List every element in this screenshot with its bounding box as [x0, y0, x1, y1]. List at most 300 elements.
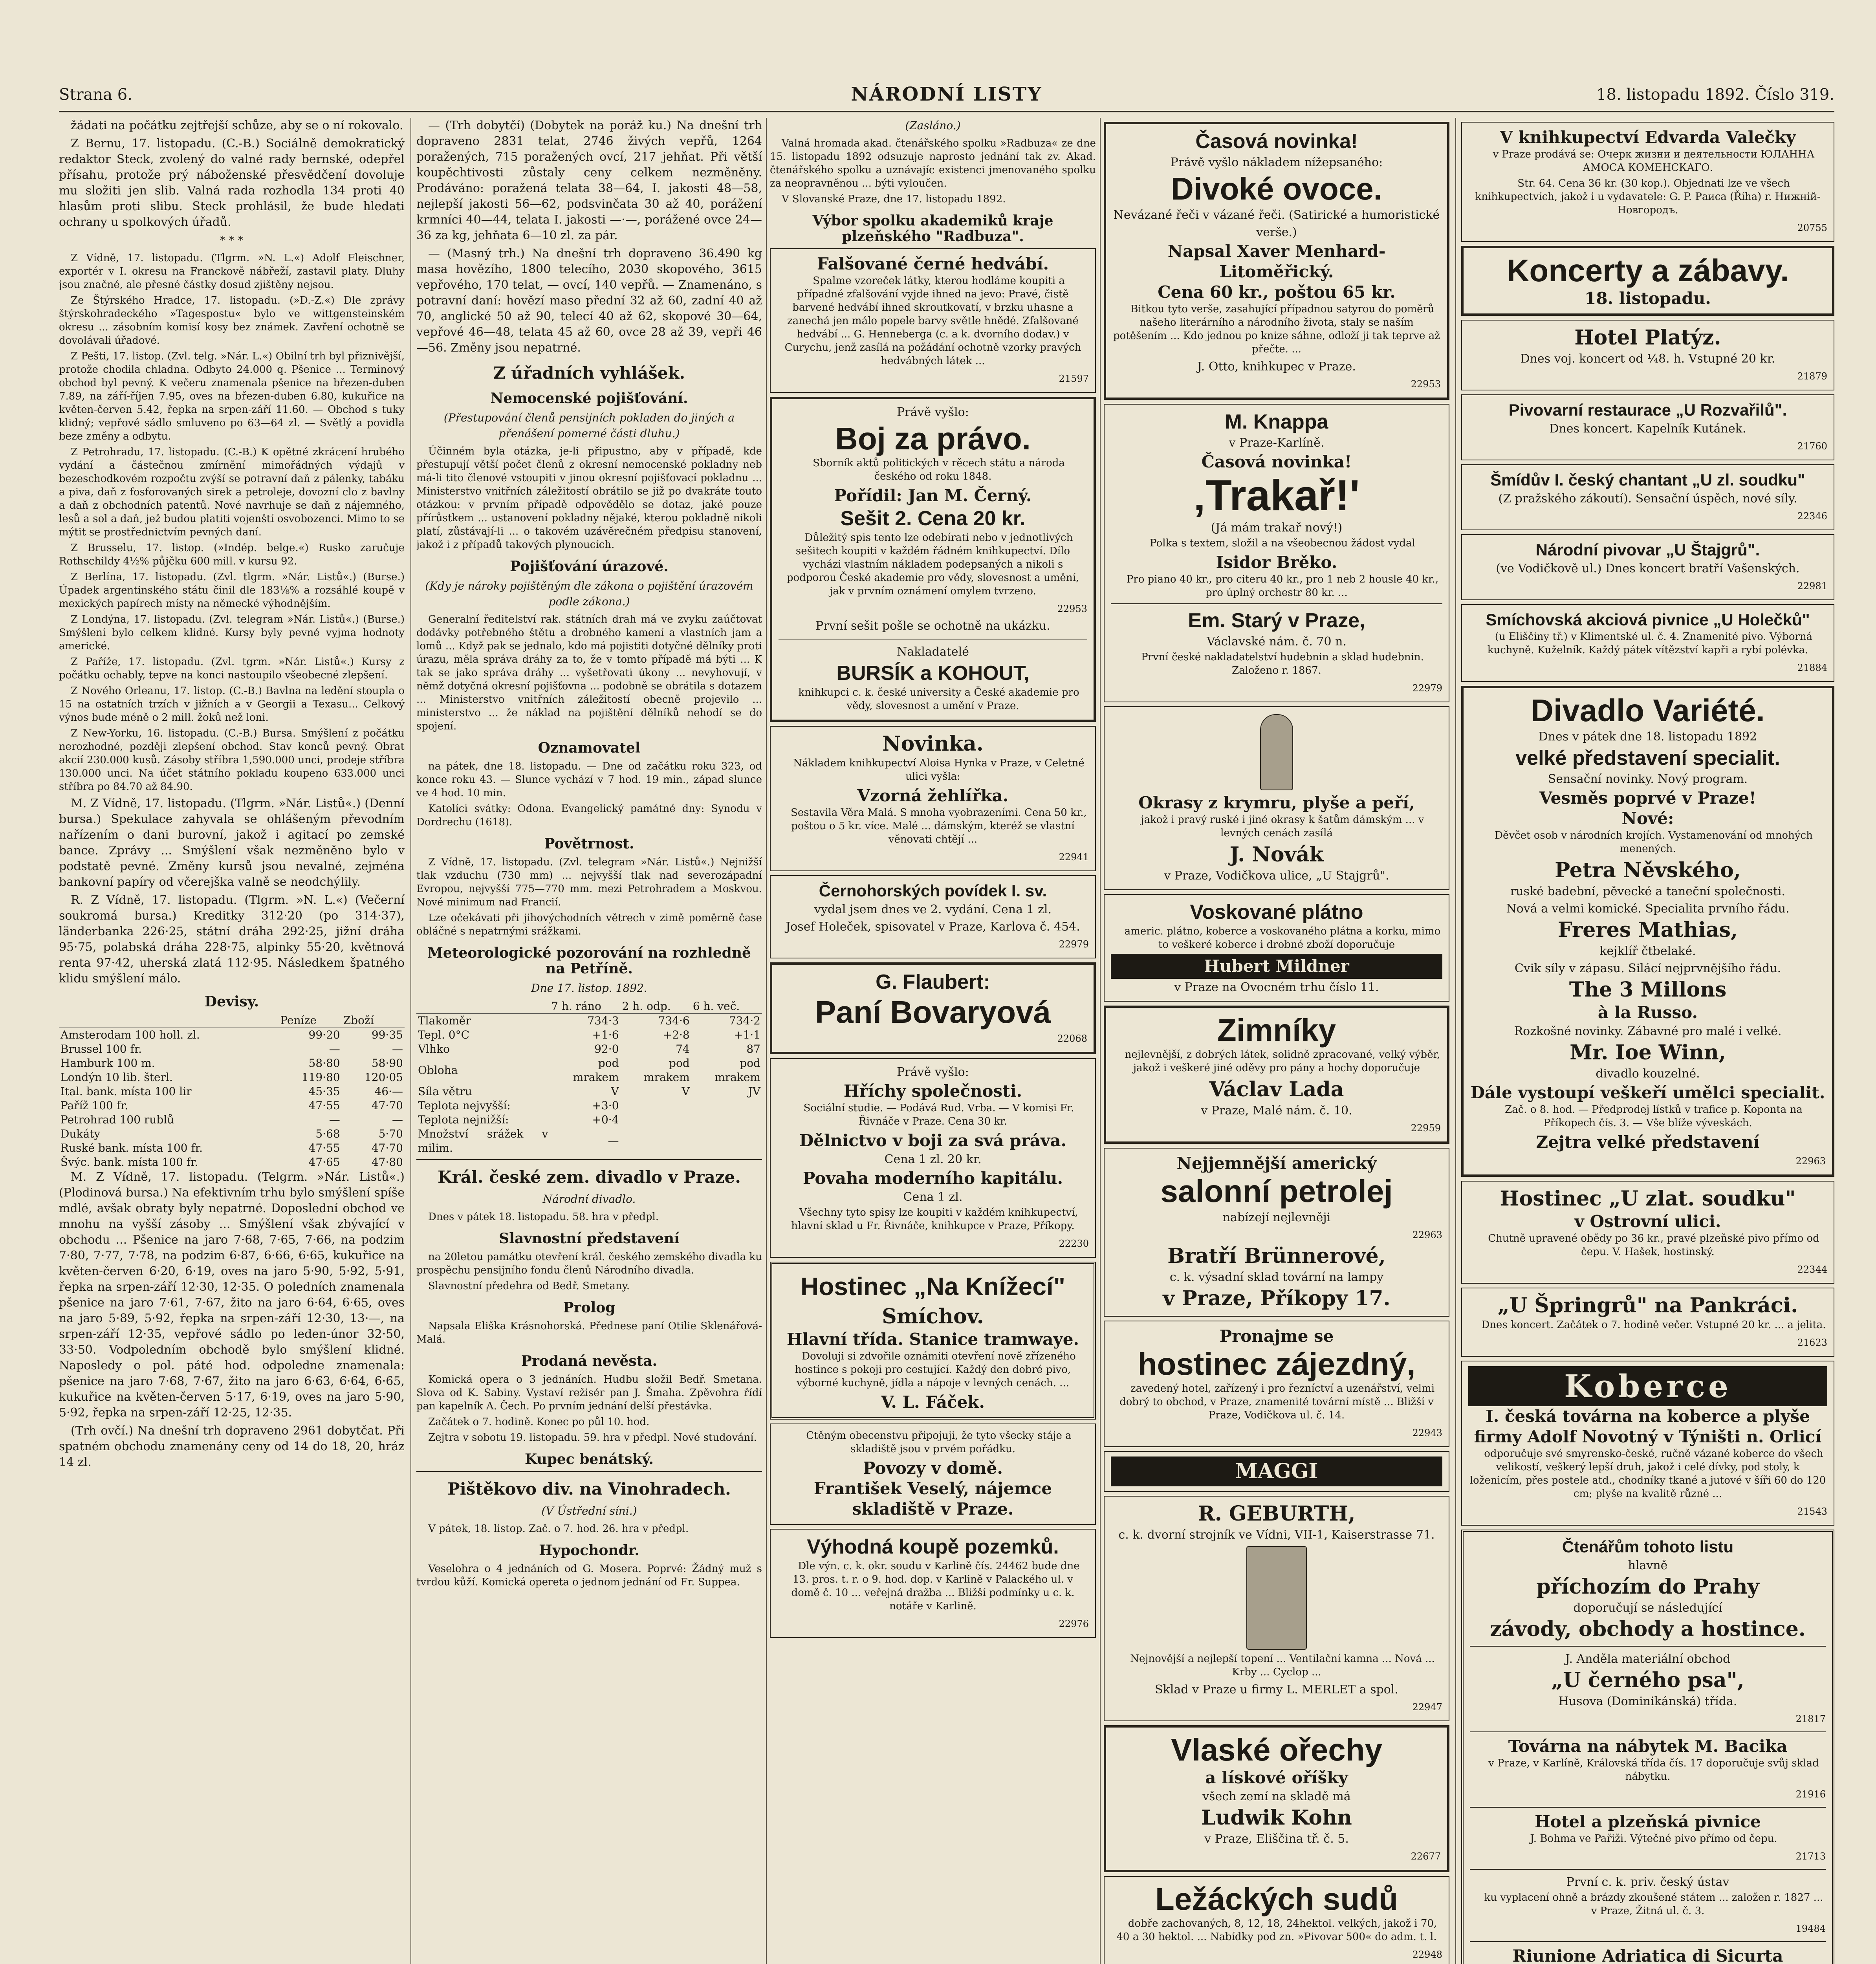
- news-paragraph: Z New-Yorku, 16. listopadu. (C.-B.) Bursa. Smýšlení z počátku nerozhodné, později zlepšení obchod. Stav konců pevný. Obrat akcií 230.000 kusů. Zásoby stříbra 1,590.000 unci, prodeje stříbra 130.000 unci. Na účet státního pokladu koupeno 633.000 unci stříbra po 84.70 až 84.90.: [59, 727, 405, 793]
- table-row: [416, 1099, 762, 1113]
- ad-number: 22068: [1057, 1033, 1087, 1044]
- ad-author: J. Otto, knihkupec v Praze.: [1197, 360, 1356, 374]
- news-paragraph: Z Berlína, 17. listopadu. (Zvl. tlgrm. »Nár. Listů«.) (Burse.) Úpadek argentinského státu činil dle 183⅛% a rozsáhlé koupě v mexických papírech místy na německé výhodnějším.: [59, 571, 405, 610]
- separator-stars: * * *: [220, 234, 244, 247]
- table-cell: pod mrakem: [644, 1057, 690, 1084]
- table-cell: V: [611, 1085, 619, 1098]
- ad-author: Ludwik Kohn: [1201, 1806, 1352, 1830]
- news-paragraph: Z Brusselu, 17. listop. (»Indép. belge.«) Rusko zaručuje Rothschildy 4½% půjčku 600 mill. v kursu 92.: [59, 542, 405, 567]
- advertisement: [1461, 534, 1834, 600]
- ad-text: Rozkošné novinky. Zábavné pro malé i velké.: [1514, 1024, 1782, 1038]
- table-cell: 120·05: [365, 1071, 403, 1084]
- ad-subtitle: Smíchov.: [882, 1304, 984, 1328]
- ad-text: J. Bohma ve Pařiži. Výtečné pivo přímo od čepu.: [1530, 1833, 1777, 1845]
- section-heading: Výbor spolku akademiků kraje plzeňského "Radbuza".: [812, 213, 1053, 245]
- ad-title: Hotel a plzeňská pivnice: [1535, 1812, 1761, 1831]
- ad-text: Dnes voj. koncert od ¼8. h. Vstupné 20 kr.: [1520, 352, 1775, 366]
- advertisement: [1461, 1288, 1834, 1357]
- news-paragraph: žádati na počátku zejtřejší schůze, aby se o ní rokovalo.: [71, 119, 403, 132]
- table-cell: +0·4: [592, 1113, 619, 1126]
- advertisement: [770, 962, 1096, 1054]
- advertisement: [1104, 1006, 1449, 1144]
- ad-title: Divadlo Variété.: [1531, 693, 1765, 728]
- ad-text: Chutně upravené obědy po 36 kr., pravé plzeňské pivo přímo od čepu. V. Hašek, hostinský.: [1488, 1233, 1819, 1258]
- ad-number: 21713: [1795, 1851, 1826, 1862]
- ad-text: v Praze prodává se: Очерк жизни и деятельности ЮЛАННА АМОСА КОМЕНСКАГО.: [1493, 148, 1815, 174]
- ad-text: Pro piano 40 kr., pro citeru 40 kr., pro 1 neb 2 housle 40 kr., pro úplný orchestr 80 kr. ...: [1126, 573, 1439, 599]
- table-cell: Množství srážek v milim.: [418, 1127, 548, 1154]
- table-row: [59, 1155, 405, 1169]
- ad-name: Povaha moderního kapitálu.: [802, 1169, 1063, 1188]
- ad-text: americ. plátno, koberce a voskovaného plátna a korku, mimo to veškeré koberce i drobné zboží doporučuje: [1124, 925, 1441, 951]
- news-paragraph: (Trh ovčí.) Na dnešní trh dopraveno 2961 dobytčat. Při spatném obchodu znamenány ceny od 14 do 18, 20, hráz 14 zl.: [59, 1424, 405, 1469]
- ad-title: Voskované plátno: [1190, 901, 1363, 923]
- news-paragraph: Katolíci svátky: Odona. Evangelický památné dny: Synodu v Dordrechu (1618).: [416, 803, 762, 828]
- ad-number: 21623: [1797, 1337, 1827, 1348]
- ad-title: Hostinec „Na Knížecí": [800, 1272, 1066, 1301]
- ad-title: Smíchovská akciová pivnice „U Holečků": [1486, 610, 1810, 629]
- advertisement: [1461, 394, 1834, 460]
- table-cell: 734·2: [729, 1014, 760, 1027]
- ad-pretitle: Nakladatelé: [896, 645, 969, 659]
- ad-author: V. L. Fáček.: [881, 1392, 985, 1412]
- advertisement: [1104, 894, 1449, 1002]
- ad-title: Hříchy společnosti.: [843, 1081, 1022, 1101]
- ad-title: Továrna na nábytek M. Bacika: [1508, 1737, 1788, 1756]
- ad-number: 22346: [1797, 511, 1827, 522]
- ad-name: závody, obchody a hostince.: [1490, 1617, 1806, 1641]
- table-cell: [621, 1099, 691, 1113]
- advertisement: [1104, 1496, 1449, 1721]
- section-heading: Pištěkovo div. na Vinohradech.: [447, 1479, 731, 1499]
- advertisement: [770, 1058, 1096, 1258]
- ad-author: František Veselý, nájemce skladiště v Praze.: [813, 1479, 1052, 1519]
- ad-name: Povozy v domě.: [863, 1458, 1003, 1478]
- section-heading: Kupec benátský.: [525, 1451, 654, 1468]
- ad-text: knihkupci c. k. české university a České akademie pro vědy, slovesnost a umění v Praze.: [798, 687, 1079, 712]
- ad-title: Černohorských povídek I. sv.: [819, 881, 1047, 900]
- ad-number: 21879: [1797, 371, 1827, 382]
- ad-text: nabízejí nejlevněji: [1222, 1211, 1331, 1224]
- table-row: [59, 1056, 405, 1070]
- table-cell: 46·—: [374, 1085, 403, 1098]
- advertisement: [1104, 1321, 1449, 1447]
- column-3: [770, 118, 1096, 1964]
- ad-price: Cena 60 kr., poštou 65 kr.: [1158, 282, 1396, 302]
- section-note: (Zasláno.): [905, 119, 961, 132]
- maggi-logo: MAGGI: [1111, 1457, 1442, 1486]
- news-paragraph: Generalní ředitelství rak. státních drah má ve zvyku zaúčtovat dodávky potřebného štětu a drobného kamení a vlastních jam a lomů ... Když pak se jednalo, kdo má pojistiti dotyčné dělníky proti úrazu, měla správa dráhy za to, že v tomto případě má býti ... K tak se jako správa dráhy ... vyšetřovati úkony ... nevyhovují, v němž dotyčná okresní pojišťovna ... podobně se obrátila s dotazem ... Ministerstvo vnitřních záležitostí obecně projevilo ... ministerstvo ... že náklad na pojištění dělníků nehodí se do spojení.: [416, 614, 762, 732]
- advertisement: [1104, 706, 1449, 890]
- ad-text: Nákladem knihkupectví Aloisa Hynka v Praze, v Celetné ulici vyšla:: [793, 757, 1085, 782]
- table-cell: 87: [746, 1042, 760, 1055]
- ad-title: Časová novinka!: [1195, 130, 1358, 153]
- table-row: [59, 1070, 405, 1085]
- section-note: Dne 17. listop. 1892.: [531, 982, 647, 995]
- table-cell: 47·70: [371, 1099, 403, 1112]
- advertisement: [770, 397, 1096, 722]
- ad-price: Cena 1 zl.: [903, 1190, 963, 1204]
- table-cell: Brussel 100 fr.: [60, 1042, 142, 1055]
- advertisement: [1461, 1361, 1834, 1526]
- ad-title: Čtenářům tohoto listu: [1562, 1537, 1734, 1556]
- ad-title: Riunione Adriatica di Sicurta: [1512, 1946, 1783, 1964]
- ad-name: Divoké ovoce.: [1171, 171, 1382, 206]
- table-cell: 119·80: [301, 1071, 340, 1084]
- ad-text: Polka s textem, složil a na všeobecnou žádost vydal: [1150, 537, 1415, 549]
- table-header: Zboží: [342, 1013, 405, 1028]
- table-cell: [621, 1113, 691, 1127]
- ad-subtitle: (Já mám trakař nový!): [1211, 521, 1343, 535]
- advertisement: [1461, 122, 1834, 242]
- news-paragraph: Slavnostní předehra od Bedř. Smetany.: [428, 1280, 630, 1292]
- ad-number: 22943: [1412, 1427, 1442, 1438]
- table-cell: Paříž 100 fr.: [60, 1099, 128, 1112]
- ad-number: 22953: [1411, 379, 1441, 390]
- table-cell: —: [329, 1113, 340, 1126]
- ad-pretitle: Právě vyšlo nákladem nížepsaného:: [1170, 156, 1383, 169]
- table-row: [416, 1056, 762, 1085]
- ad-number: 21597: [1059, 373, 1089, 384]
- ad-text: Bitkou tyto verše, zasahující případnou satyrou do poměrů našeho literárního a národního života, staly se naším potěšením ... Kdo jednou po knize sáhne, odloží ji tak teprve až přečte. ...: [1113, 303, 1440, 355]
- news-paragraph: V pátek, 18. listop. Zač. o 7. hod. 26. hra v předpl.: [428, 1523, 689, 1535]
- ad-text: jakož i pravý ruské i jiné okrasy k šatům dámským ... v levných cenách zasílá: [1141, 814, 1424, 839]
- ad-text: Sborník aktů politických v rěcech státu a národa českého od roku 1848.: [813, 457, 1065, 482]
- ad-title: salonní petrolej: [1160, 1174, 1393, 1209]
- ad-subtitle: c. k. výsadní sklad tovární na lampy: [1169, 1270, 1384, 1284]
- table-cell: 99·20: [308, 1028, 340, 1041]
- advertisement: [770, 1262, 1096, 1420]
- ad-number: 21760: [1797, 441, 1827, 452]
- news-paragraph: Valná hromada akad. čtenářského spolku »Radbuza« ze dne 15. listopadu 1892 odsuzuje naprosto jednání tak zv. Akad. čtenářského spolku a uznávajíc existenci jmenovaného spolku za neopravněnou ... býti vyloučen.: [770, 137, 1096, 189]
- ad-text: ku vyplacení ohně a brázdy zkoušené státem ... založen r. 1827 ... v Praze, Žitná ul. č. 3.: [1484, 1892, 1823, 1917]
- ad-price: Sešit 2. Cena 20 kr.: [840, 507, 1026, 530]
- stove-icon: [1246, 1546, 1307, 1650]
- table-header: 7 h. ráno: [550, 999, 620, 1014]
- table-cell: 47·70: [371, 1141, 403, 1154]
- ad-subtitle: Hlavní třída. Stanice tramwaye.: [786, 1330, 1079, 1349]
- ad-text: Dle výn. c. k. okr. soudu v Karlině čís. 24462 bude dne 13. pros. t. r. o 9. hod. dop. v Karlině v Palackého ul. v domě č. 10 ... veřejná dražba ... Bližší podmínky u c. k. notáře v Karlině.: [791, 1560, 1080, 1612]
- ad-name: Bratří Brünnerové,: [1167, 1244, 1386, 1268]
- ad-author: J. Anděla materiální obchod: [1565, 1652, 1731, 1666]
- table-header: [59, 1013, 278, 1028]
- ad-number: 19484: [1795, 1923, 1826, 1934]
- ad-text: Zač. o 8. hod. — Předprodej lístků v trafice p. Koponta na Příkopech čís. 3. — Vše blíže výveskách.: [1505, 1104, 1803, 1129]
- ad-text: (u Eliščiny tř.) v Klimentské ul. č. 4. Znamenité pivo. Výborná kuchyně. Kuželník. Každý pátek vítězství kapři a rybí polévka.: [1487, 631, 1813, 656]
- ad-author: Josef Holeček, spisovatel v Praze, Karlova č. 454.: [786, 920, 1080, 934]
- table-cell: Obloha: [418, 1064, 458, 1077]
- ad-text: Sestavila Věra Malá. S mnoha vyobrazeními. Cena 50 kr., poštou o 5 kr. více. Malé ... dámským, kteréž se vlastní věnovati chtějí ...: [791, 807, 1087, 845]
- section-heading: Slavnostní představení: [499, 1230, 680, 1247]
- table-cell: 5·68: [315, 1127, 340, 1140]
- meteorology-table: [416, 999, 762, 1155]
- table-row: [416, 1113, 762, 1127]
- table-cell: 47·55: [308, 1099, 340, 1112]
- news-paragraph: na 20letou památku otevření král. českého zemského divadla ku prospěchu pensijního fondu členů Národního divadla.: [416, 1251, 762, 1276]
- table-cell: Amsterodam 100 holl. zl.: [60, 1028, 200, 1041]
- table-row: [416, 1127, 762, 1155]
- table-cell: 74: [676, 1042, 690, 1055]
- column-1: [59, 118, 405, 1964]
- news-paragraph: Z Nového Orleanu, 17. listop. (C.-B.) Bavlna na ledění stoupla o 15 na ostatních trzích v jižních a v Georgii a Texasu... Celkový výnos bude méně o 2 mill. žoků než loni.: [59, 685, 405, 724]
- ad-text: Všechny tyto spisy lze koupiti v každém knihkupectví, hlavní sklad u Fr. Řivnáče, knihkupce v Praze, Příkopy.: [791, 1207, 1078, 1232]
- table-cell: —: [392, 1042, 403, 1055]
- advertisement: [1461, 464, 1834, 530]
- advertisement: [1461, 1530, 1834, 1964]
- news-paragraph: Začátek o 7. hodině. Konec po půl 10. hod.: [428, 1416, 650, 1428]
- ad-number: 22981: [1797, 581, 1827, 592]
- ad-title: Hostinec „U zlat. soudku": [1500, 1187, 1796, 1211]
- advertisement: [1461, 1181, 1834, 1284]
- table-row: [416, 1085, 762, 1099]
- advertisement: [1461, 604, 1834, 682]
- ad-name: Vzorná žehlířka.: [857, 786, 1009, 805]
- ad-title: Falšované černé hedvábí.: [817, 254, 1049, 273]
- ad-author: Václav Lada: [1209, 1077, 1344, 1101]
- ad-number: 21884: [1797, 662, 1827, 673]
- ad-number: 22344: [1797, 1264, 1827, 1275]
- ad-text: (Z pražského zákoutí). Sensační úspěch, nové síly.: [1498, 492, 1797, 506]
- ad-pretitle: Pronajme se: [1219, 1326, 1334, 1346]
- ad-text: vydal jsem dnes ve 2. vydání. Cena 1 zl.: [814, 903, 1052, 916]
- ad-text: divadlo kouzelné.: [1596, 1067, 1700, 1081]
- table-cell: Švýc. bank. místa 100 fr.: [60, 1156, 198, 1169]
- ad-number: 22953: [1057, 603, 1087, 614]
- table-cell: +1·6: [592, 1028, 619, 1041]
- table-cell: V: [682, 1085, 690, 1098]
- ad-title: Šmídův I. český chantant „U zl. soudku": [1490, 471, 1805, 489]
- advertisement: [770, 875, 1096, 958]
- ad-text: Spalme vzoreček látky, kterou hodláme koupiti a případné zfalšování vyjde ihned na jevo: Pravé, čistě barvené hedvábí ihned skroutkovatí, v brzku uhasne a zanechá jen málo popele barvy světle hnědé. Zfalšované hedvábí ... G. Henneberga (c. a k. dvorního dodav.) v Curychu, jenž zasílá na požádání ochotně vzorky pravých hedvábných látek ...: [784, 275, 1081, 367]
- news-paragraph: Komická opera o 3 jednáních. Hudbu složil Bedř. Smetana. Slova od K. Sabiny. Vystaví režisér pan J. Šmaha. Zpěvohra řídí pan kapelník A. Čech. Po prvním jednání delší přestávka.: [416, 1374, 762, 1412]
- ad-author: Isidor Brěko.: [1216, 553, 1337, 572]
- table-cell: Londýn 10 lib. šterl.: [60, 1071, 173, 1084]
- ad-subtitle: 18. listopadu.: [1585, 289, 1711, 308]
- ad-text: v Praze, v Karlíně, Královská třída čís. 17 doporučuje svůj sklad nábytku.: [1488, 1757, 1819, 1783]
- table-cell: 5·70: [378, 1127, 403, 1140]
- section-heading: Oznamovatel: [538, 740, 641, 756]
- table-cell: 92·0: [594, 1042, 619, 1055]
- ad-author: Pořídil: Jan M. Černý.: [834, 486, 1032, 505]
- news-paragraph: Z Pešti, 17. listop. (Zvl. telg. »Nár. L.«) Obilní trh byl přiznivější, protože chodila chladna. Odbyto 24.000 q. Pšenice ... Terminový obchod byl pevný. K večeru znamenala pšenice na březen-duben 7.89, na září-říjen 7.95, oves na březen-duben 6.80, kukuřice na květen-červen 5.42, řepka na srpen-září 11.60. — Obchod s tuky klidný; vepřové sádlo smluveno po 63—64 zl. — Světlý a povidla beze změny a odbytu.: [59, 350, 405, 442]
- page-header: [59, 81, 1834, 108]
- divider: [1470, 1807, 1826, 1808]
- divider: [1470, 1731, 1826, 1732]
- ad-author: Napsal Xaver Menhard-Litoměřický.: [1167, 242, 1386, 281]
- table-cell: —: [329, 1042, 340, 1055]
- table-row: [416, 1014, 762, 1028]
- ad-title: hostinec zájezdný,: [1138, 1347, 1416, 1381]
- table-cell: 47·80: [371, 1156, 403, 1169]
- table-cell: 99·35: [371, 1028, 403, 1041]
- ad-title: Novinka.: [882, 732, 984, 756]
- ad-number: 22976: [1059, 1618, 1089, 1629]
- news-paragraph: V Slovanské Praze, dne 17. listopadu 1892.: [782, 193, 1006, 205]
- ad-text: První české nakladatelství hudebnin a sklad hudebnin. Založeno r. 1867.: [1141, 651, 1424, 676]
- advertisement: [770, 1424, 1096, 1525]
- table-cell: 47·55: [308, 1141, 340, 1154]
- ad-date: Dnes v pátek dne 18. listopadu 1892: [1538, 730, 1757, 744]
- ad-pretitle: Vesměs poprvé v Praze!: [1539, 788, 1757, 808]
- table-row: [59, 1099, 405, 1113]
- section-heading: Meteorologické pozorování na rozhledně na Petříně.: [427, 945, 751, 977]
- table-cell: Ruské bank. místa 100 fr.: [60, 1141, 203, 1154]
- ad-name: velké představení specialit.: [1515, 747, 1780, 769]
- advertisement: [1461, 686, 1834, 1177]
- table-row: [416, 1028, 762, 1042]
- table-cell: +1·1: [734, 1028, 760, 1041]
- ad-subtitle: Nevázané řeči v vázané řeči. (Satirické a humoristické verše.): [1113, 208, 1440, 239]
- advertisement: [1461, 246, 1834, 316]
- ad-text: Ctěným obecenstvu připojuji, že tyto všecky stáje a skladiště jsou v prvém pořádku.: [806, 1430, 1072, 1455]
- ad-name: Dělnictvo v boji za svá práva.: [799, 1131, 1067, 1150]
- ad-number: 20755: [1797, 222, 1827, 233]
- advertisement: [1104, 1725, 1449, 1872]
- column-divider: [1100, 118, 1101, 1964]
- divider: [416, 1159, 762, 1160]
- table-row: [416, 1042, 762, 1056]
- ad-title: Pivovarní restaurace „U Rozvařilů".: [1508, 401, 1787, 419]
- ad-place: Husova (Dominikánská) třída.: [1558, 1695, 1737, 1708]
- ad-title: „U Špringrů" na Pankráci.: [1497, 1293, 1798, 1317]
- table-cell: Teplota nejvyšší:: [418, 1099, 511, 1112]
- section-note: Národní divadlo.: [542, 1193, 636, 1206]
- table-cell: 734·3: [587, 1014, 619, 1027]
- ad-number: 21817: [1795, 1713, 1826, 1724]
- advertisement: [1104, 1148, 1449, 1317]
- ad-text: Str. 64. Cena 36 kr. (30 kop.). Objednati lze ve všech knihkupectvích, jakož i u vydavatele: G. P. Раиса (Říha) r. Нижнiй-Новгородъ.: [1475, 178, 1821, 216]
- column-divider: [766, 118, 767, 1964]
- ad-name: à la Russo.: [1598, 1003, 1698, 1022]
- table-header: 6 h. več.: [691, 999, 762, 1014]
- table-cell: [691, 1113, 762, 1127]
- advertisement: [1461, 320, 1834, 390]
- ad-subtitle: v Praze, Malé nám. č. 10.: [1201, 1104, 1352, 1118]
- news-paragraph: Z Londýna, 17. listopadu. (Zvl. telegram »Nár. Listů«.) (Burse.) Smýšlení bylo celkem klidné. Kursy byly pevné vyjma hodnoty americké.: [59, 614, 405, 652]
- ad-title: Hotel Platýz.: [1574, 326, 1721, 350]
- divider: [1470, 1869, 1826, 1870]
- ad-text: doporučují se následující: [1573, 1601, 1722, 1615]
- table-cell: [691, 1127, 762, 1155]
- ad-pretitle: Časová novinka!: [1201, 452, 1352, 471]
- ad-subtitle: hlavně: [1628, 1559, 1668, 1572]
- ad-text: Dnes koncert. Začátek o 7. hodině večer. Vstupné 20 kr. ... a jelita.: [1481, 1319, 1826, 1331]
- ad-name: příchozím do Prahy: [1536, 1575, 1759, 1599]
- ad-place: v Praze, Eliščina tř. č. 5.: [1204, 1832, 1349, 1846]
- news-paragraph: Napsala Eliška Krásnohorská. Přednese paní Otilie Sklenářová-Malá.: [416, 1320, 762, 1345]
- ad-title: BURSÍK a KOHOUT,: [836, 662, 1030, 685]
- table-header: Peníze: [278, 1013, 341, 1028]
- news-paragraph: Z Vídně, 17. listopadu. (Zvl. telegram »Nár. Listů«.) Nejnižší tlak vzduchu (730 mm) ... nejvyšší tlak nad severozápadní Evropou, nejvyšší 775—770 mm. mezi Petrohradem a Moskvou. Nové minimum nad Francií.: [416, 856, 762, 908]
- news-paragraph: Lze očekávati při jihovýchodních větrech v zimě poměrně čase obláčné s nepatrnými srážkami.: [416, 912, 762, 937]
- news-paragraph: M. Z Vídně, 17. listopadu. (Telgrm. »Nár. Listů«.) (Plodinová bursa.) Na efektivním trhu bylo smýšlení spíše mdlé, avšak obraty byly nepatrné. Doposlední obchod ve mnohu na vyšší zásoby ... Smýšlení však zbývající v obchodu ... Pšenice na jaro 7·68, 7·65, 7·66, na podzim 7·80, 7·77, 7·78, na podzim 6·87, 6·66, 6·65, kukuřice na květen-červen 6·20, 6·19, oves na jaro 5·90, 5·92, 5·91, řepka na srpen-září 12·30, 12·35. O poledních znamenala pšenice na jaro 7·61, 7·67, žito na jaro 6·64, 6·65, oves na jaro 5·89, 5·92, řepka na srpen-září 12·30, 13·—, na srpen-září 12·35, vepřové sádlo po leden-únor 32·50, 33·50. Vodpoledním obchodě bylo smýšlení klidné. Naposledy o pol. páté hod. odpoledne znamenala: pšenice na jaro 7·68, 7·67, žito na jaro 6·63, 6·64, 6·65, kukuřice na květen-červen 5·17, 6·19, oves na jaro 5·90, 5·92, řepka na srpen-září 12·25, 12·35.: [59, 1170, 405, 1420]
- ad-subtitle: v Praze na Ovocném trhu číslo 11.: [1174, 980, 1379, 994]
- section-note: (V Ústřední síni.): [541, 1504, 637, 1517]
- ad-name: Mr. Ioe Winn,: [1570, 1041, 1726, 1064]
- ad-title: Vlaské ořechy: [1171, 1732, 1383, 1767]
- ad-text: (ve Vodičkově ul.) Dnes koncert bratří Vašenských.: [1496, 562, 1800, 575]
- table-cell: 47·65: [308, 1156, 340, 1169]
- table-cell: —: [392, 1113, 403, 1126]
- ad-number: 22948: [1412, 1949, 1442, 1960]
- ad-author: J. Novák: [1229, 843, 1324, 867]
- ad-number: 22979: [1412, 683, 1442, 694]
- section-heading: Prodaná nevěsta.: [521, 1353, 658, 1369]
- ad-title: Ležáckých sudů: [1155, 1882, 1398, 1916]
- ad-text: Děvčet osob v národních krojích. Vystamenování od mnohých menených.: [1495, 830, 1813, 855]
- section-note: (Kdy je nároky pojištěným dle zákona o pojištění úrazovém podle zákona.): [425, 579, 753, 608]
- ad-text: zavedený hotel, zařízený i pro řezníctví a uzenářství, velmi dobrý to obchod, v Praze, znamenité tovární místě ... Bližší v Praze, Vodičkova ul. č. 14.: [1119, 1383, 1435, 1421]
- ad-number: 22677: [1411, 1851, 1441, 1862]
- ad-title: Výhodná koupě pozemků.: [807, 1535, 1059, 1558]
- section-note: (Přestupování členů pensijních pokladen do jiných a přenášení pomerné části dluhu.): [443, 411, 735, 440]
- advertisement: [1104, 404, 1449, 702]
- advertisement: [770, 726, 1096, 871]
- news-paragraph: — (Trh dobytčí) (Dobytek na poráž ku.) Na dnešní trh dopraveno 2831 telat, 2746 živých vepřů, 1264 poražených, 715 poražených ovcí, 217 jehňat. Při větší koupěchtivosti zůstaly ceny celkem nezměněny. Prodáváno: poražená telata 38—64, I. jakosti 48—58, nejlepší jakosti 56—62, podsvinčata 30 až 40, porážení krmníci 40—44, telata I. jakosti —·—, porážené ovce 24—36 za kg, jehňata 6—10 zl. za pár.: [416, 119, 762, 242]
- ad-pretitle: Nejjemnější americký: [1176, 1154, 1377, 1173]
- table-cell: Tepl. 0°C: [418, 1028, 469, 1041]
- table-cell: Hamburk 100 m.: [60, 1057, 155, 1070]
- ad-text: nejlevnější, z dobrých látek, solidně zpracované, velký výběr, jakož i veškeré jiné oděvy pro pány a hochy doporučuje: [1125, 1049, 1440, 1074]
- table-cell: Vlhko: [418, 1042, 450, 1055]
- table-row: [59, 1085, 405, 1099]
- ad-text: Dovoluji si zdvořile oznámiti otevření nově zřízeného hostince s pokoji pro cestující. Každý den dobré pivo, výborné kuchyně, jídla a nápoje v levných cenách. ...: [795, 1350, 1076, 1389]
- news-paragraph: Z Bernu, 17. listopadu. (C.-B.) Sociálně demokratický redaktor Steck, zvolený do valné rady bernské, odepřel přísahu, protože prý náboženské přesvědčení dovoluje mu složiti jen slib. Valná rada rozhodla 134 proti 40 hlasům proti slibu. Steck prohlásil, že bude hledati ochrany u spolkových úřadů.: [59, 137, 405, 229]
- column-5: [1461, 118, 1834, 1964]
- ad-name: Em. Starý v Praze,: [1188, 609, 1365, 632]
- news-paragraph: — (Masný trh.) Na dnešní trh dopraveno 36.490 kg masa hovězího, 1800 telecího, 2030 skopového, 3615 vepřového, 170 telat, — ovcí, 140 vepřů. — Znamenáno, s potravní daní: hovězí maso přední 32 až 60, zadní 40 až 70, anglické 50 až 90, telecí 40 až 62, skopové 30—64, vepřové 46—48, telata 45 až 60, ovce 28 až 39, vepři 46—56. Změny jsou nepatrné.: [416, 247, 762, 355]
- ad-number: 21916: [1795, 1789, 1826, 1800]
- issue-date: 18. listopadu 1892. Číslo 319.: [1596, 86, 1834, 104]
- news-paragraph: Dnes v pátek 18. listopadu. 58. hra v předpl.: [428, 1211, 659, 1223]
- ad-title: R. GEBURTH,: [1198, 1502, 1356, 1526]
- news-paragraph: Z Vídně, 17. listopadu. (Tlgrm. »N. L.«) Adolf Fleischner, exportér v I. okresu na Franckově nábřeží, zastavil platy. Dluhy jsou značné, ale přesné částky dosud zjištěny nejsou.: [59, 252, 405, 291]
- news-paragraph: Veselohra o 4 jednáních od G. Mosera. Poprvé: Žádný muž s tvrdou kůží. Komická opereta o jednom jednání od Fr. Suppea.: [416, 1563, 762, 1588]
- ad-text: Sociální studie. — Podává Rud. Vrba. — V komisi Fr. Řivnáče v Praze. Cena 30 kr.: [803, 1102, 1074, 1127]
- table-cell: 45·35: [308, 1085, 340, 1098]
- divider: [1470, 1646, 1826, 1647]
- table-row: [59, 1042, 405, 1056]
- masthead: NÁRODNÍ LISTY: [851, 83, 1042, 105]
- table-row: [59, 1127, 405, 1141]
- ad-text: dobře zachovaných, 8, 12, 18, 24hektol. velkých, jakož i 70, 40 a 30 hektol. ... Nabídky pod zn. »Pivovar 500« do adm. t. l.: [1116, 1918, 1437, 1943]
- news-paragraph: Zejtra v sobotu 19. listopadu. 59. hra v předpl. Nové studování.: [428, 1432, 757, 1444]
- table-cell: pod mrakem: [714, 1057, 760, 1084]
- ad-title: G. Flaubert:: [876, 971, 990, 993]
- page-number: Strana 6.: [59, 86, 132, 104]
- ad-number: 22947: [1412, 1702, 1442, 1713]
- ad-text: Dále vystoupí veškeří umělci specialit.: [1470, 1083, 1825, 1102]
- column-2: [416, 118, 762, 1964]
- ad-place: v Praze, Příkopy 17.: [1163, 1286, 1391, 1310]
- ad-subtitle: Václavské nám. č. 70 n.: [1206, 635, 1347, 649]
- table-cell: 58·90: [371, 1057, 403, 1070]
- advertisement: [770, 1529, 1096, 1638]
- table-cell: Tlakoměr: [418, 1014, 471, 1027]
- column-4: [1104, 118, 1449, 1964]
- ad-title: Národní pivovar „U Štajgrů".: [1535, 540, 1760, 559]
- ad-subtitle: c. k. dvorní strojník ve Vídni, VII-1, Kaiserstrasse 71.: [1118, 1528, 1435, 1542]
- table-cell: Dukáty: [60, 1127, 101, 1140]
- ad-title: V knihkupectví Edvarda Valečky: [1500, 128, 1796, 147]
- ad-text: Důležitý spis tento lze odebírati nebo v jednotlivých sešitech koupiti v každém řádném knihkupectví. Dílo vycházi vlastním nákladem podepsaných a nikoli s podporou České akademie pro vědy, slovesnost a umění, jak v prvním oznámení omylem tvrzeno.: [786, 532, 1079, 597]
- ad-number: 21543: [1797, 1506, 1827, 1517]
- news-paragraph: M. Z Vídně, 17. listopadu. (Tlgrm. »Nár. Listů«.) (Denní bursa.) Spekulace zahyvala se ohlášeným převodním nařízením o dani burovní, jakož i agitací po zemské bance. Zprávy ... Smýšlení však nezměněno bylo v podstatě pevné. Změny kursů jsou nevalné, zejména bankovní papíry od včerejška valně se neodchýlily.: [59, 797, 405, 889]
- ad-text: všech zemí na skladě má: [1202, 1790, 1351, 1803]
- table-header: 2 h. odp.: [621, 999, 691, 1014]
- ad-subtitle: a lískové oříšky: [1205, 1768, 1348, 1787]
- section-subheading: Pojišťování úrazové.: [510, 558, 669, 575]
